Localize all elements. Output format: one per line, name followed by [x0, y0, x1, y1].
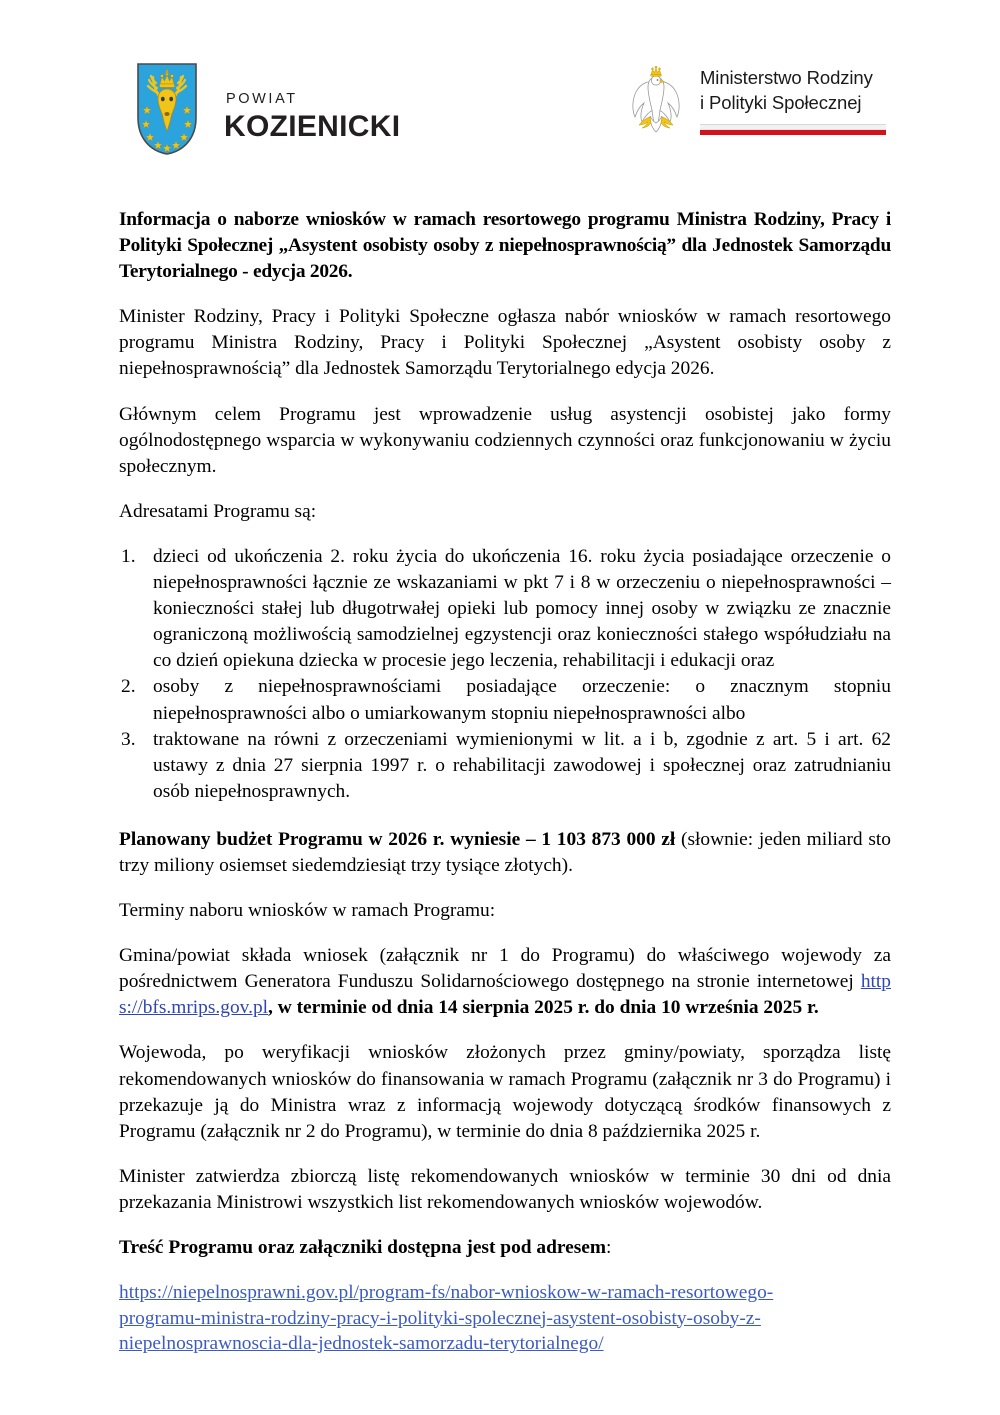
list-item: traktowane na równi z orzeczeniami wymienionymi w lit. a i b, zgodnie z art. 5 i art. 62 ustawy z dnia 27 sierpnia 1997 r. o rehabilitacji zawodowej i społecznej oraz zatrudnianiu osób niepełnosprawnych.	[153, 728, 891, 802]
program-content-colon: :	[606, 1237, 612, 1258]
document-title: Informacja o naborze wniosków w ramach resortowego programu Ministra Rodziny, Pracy i Polityki Społecznej „Asystent osobisty osoby z niepełnosprawnością” dla Jednostek Samorządu Terytorialnego - edycja 2026.	[119, 209, 891, 283]
powiat-wordmark	[224, 76, 400, 142]
flag-bar-red	[700, 130, 886, 135]
header-logo-bar	[0, 0, 1000, 180]
ministry-wordmark	[700, 60, 886, 135]
addressees-list	[119, 544, 891, 805]
ministry-name-line-1: Ministerstwo Rodziny	[700, 67, 873, 88]
paragraph-minister-approval: Minister zatwierdza zbiorczą listę rekomendowanych wniosków w terminie 30 dni od dnia przekazania Ministrowi wszystkich list rekomendowanych wniosków wojewodów.	[119, 1165, 891, 1213]
list-item: dzieci od ukończenia 2. roku życia do ukończenia 16. roku życia posiadające orzeczenie o niepełnosprawności łącznie ze wskazaniami w pkt 7 i 8 w orzeczeniu o niepełnosprawności – konieczności stałej lub długotrwałej opieki lub pomocy innej osoby w związku ze znacznie ograniczoną możliwością samodzielnej egzystencji oraz konieczności stałego współudziału na co dzień opiekuna dziecka w procesie jego leczenia, rehabilitacji i edukacji oraz	[153, 545, 891, 672]
paragraph-deadlines-lead: Terminy naboru wniosków w ramach Programu:	[119, 900, 496, 922]
program-details-url-link[interactable]	[119, 1280, 891, 1357]
paragraph-main-goal: Głównym celem Programu jest wprowadzenie usług asystencji osobistej jako formy ogólnodostępnego wsparcia w wykonywaniu codziennych czynności oraz funkcjonowaniu w życiu społecznym.	[119, 403, 891, 477]
paragraph-intro: Minister Rodziny, Pracy i Polityki Społeczne ogłasza nabór wniosków w ramach resortowego programu Ministra Rodziny, Pracy i Polityki Społecznej „Asystent osobisty osoby z niepełnosprawnością” dla Jednostek Samorządu Terytorialnego edycja 2026.	[119, 306, 891, 380]
budget-words: (słownie: jeden miliard sto trzy miliony osiemset siedemdziesiąt trzy tysiące złotych).	[119, 828, 891, 876]
paragraph-program-content-lead	[119, 1235, 891, 1261]
program-content-bold: Treść Programu oraz załączniki dostępna jest pod adresem	[119, 1237, 607, 1258]
ministry-flag-bars	[700, 124, 886, 135]
powiat-coat-of-arms-icon	[136, 62, 198, 156]
list-item: osoby z niepełnosprawnościami posiadające orzeczenie: o znacznym stopniu niepełnosprawności albo o umiarkowanym stopniu niepełnosprawności albo	[153, 676, 891, 724]
polish-eagle-emblem-icon	[626, 60, 686, 138]
paragraph-voivode: Wojewoda, po weryfikacji wniosków złożonych przez gminy/powiaty, sporządza listę rekomendowanych wniosków do finansowania w ramach Programu (załącznik nr 3 do Programu) i przekazuje ją do Ministra wraz z informacją wojewody dotyczącą środków finansowych z Programu (załącznik nr 2 do Programu), w terminie do dnia 8 października 2025 r.	[119, 1042, 891, 1142]
program-url-line-3: niepelnosprawnoscia-dla-jednostek-samorzadu-terytorialnego/	[119, 1333, 604, 1355]
bfs-generator-link[interactable]: https://bfs.mrips.gov.pl	[119, 971, 891, 1019]
ministry-logo	[626, 60, 886, 138]
document-body	[119, 207, 891, 1357]
paragraph-budget	[119, 827, 891, 879]
paragraph-submission	[119, 943, 891, 1021]
submission-deadline-bold: , w terminie od dnia 14 sierpnia 2025 r. do dnia 10 września 2025 r.	[268, 997, 819, 1019]
budget-amount-bold: Planowany budżet Programu w 2026 r. wyniesie – 1 103 873 000 zł	[119, 828, 676, 850]
ministry-name-line-2: i Polityki Społecznej	[700, 91, 862, 113]
paragraph-addressees-lead: Adresatami Programu są:	[119, 500, 317, 522]
submission-text-part-1: Gmina/powiat składa wniosek (załącznik nr 1 do Programu) do właściwego wojewody za pośrednictwem Generatora Funduszu Solidarnościowego dostępnego na stronie internetowej	[119, 945, 891, 993]
powiat-kozienicki-logo	[136, 62, 400, 156]
program-url-line-2: programu-ministra-rodziny-pracy-i-polityki-spolecznej-asystent-osobisty-osoby-z-	[119, 1307, 761, 1329]
powiat-label-main: KOZIENICKI	[224, 109, 401, 143]
powiat-label-top: POWIAT	[226, 91, 298, 108]
program-url-line-1: https://niepelnosprawni.gov.pl/program-fs/nabor-wnioskow-w-ramach-resortowego-	[119, 1282, 774, 1304]
